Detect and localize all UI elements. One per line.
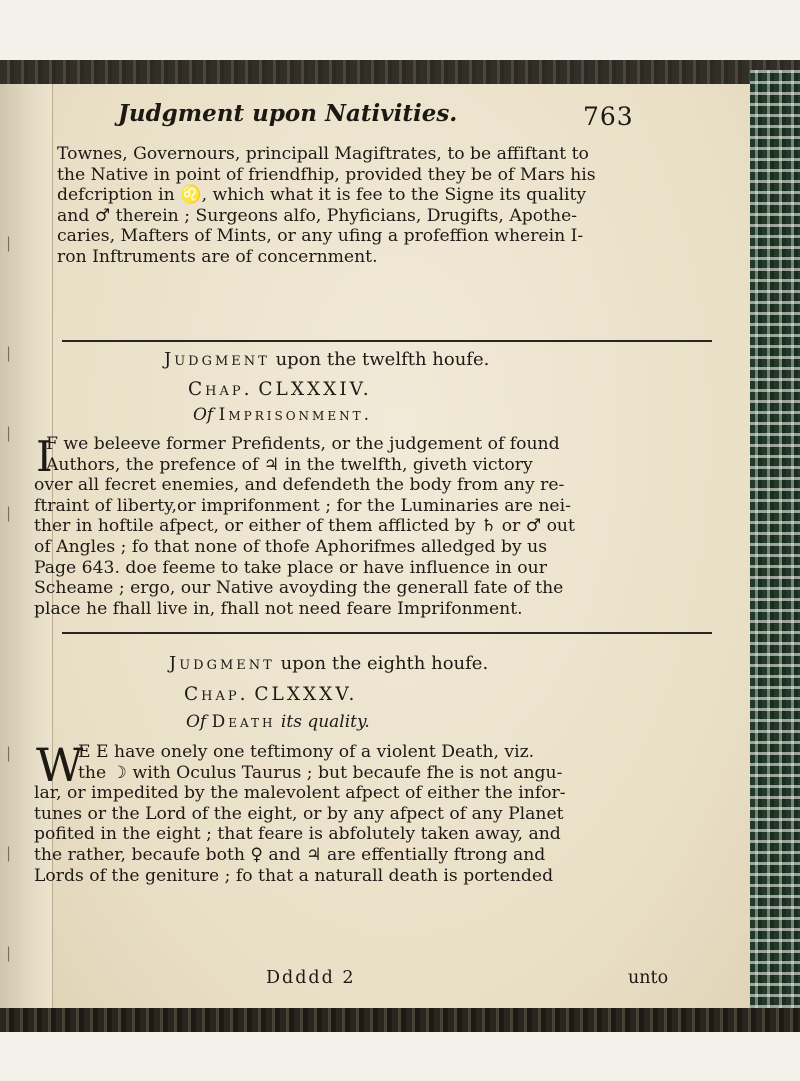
chapter-label: Chap. [188, 379, 253, 400]
signature-mark: Ddddd 2 [266, 968, 356, 988]
drop-cap: I [36, 432, 53, 481]
text-line: caries, Mafters of Mints, or any ufing a profeffion wherein I- [57, 226, 584, 247]
section-heading-twelfth-house [164, 349, 489, 370]
text-line: of Angles ; fo that none of thofe Aphorifmes alledged by us [34, 536, 548, 557]
chapter-label: Chap. [184, 684, 249, 705]
paragraph-imprisonment [34, 434, 734, 619]
text-line: Authors, the prefence of ♃ in the twelfth, giveth victory [46, 454, 533, 475]
text-line: Scheame ; ergo, our Native avoyding the generall fate of the [34, 578, 564, 599]
text-line: F we beleeve former Prefidents, or the judgement of found [46, 434, 560, 454]
page-number: 763 [583, 102, 634, 131]
top-decorative-band [0, 60, 800, 84]
text-line: Page 643. doe feeme to take place or have influence in our [34, 557, 547, 578]
text-line: the Native in point of friendfhip, provided they be of Mars his [57, 164, 596, 185]
heading-keyword: Judgment [169, 653, 275, 674]
title-text: Death [211, 712, 276, 732]
title-prefix: Of [186, 712, 207, 732]
paragraph-governours [57, 144, 737, 268]
bleed-mark: | [6, 504, 12, 522]
heading-rest: upon the eighth houfe. [280, 653, 489, 674]
drop-cap: W [36, 738, 84, 792]
catchword: unto [628, 968, 669, 988]
text-line: ron Inftruments are of concernment. [57, 246, 378, 267]
text-line: the rather, becaufe both ♀ and ♃ are effentially ftrong and [34, 844, 546, 865]
text-line: over all fecret enemies, and defendeth the body from any re- [34, 475, 565, 496]
text-line: defcription in ♌, which what it is fee to the Signe its quality [57, 185, 587, 206]
chapter-title [186, 712, 370, 732]
chapter-number: CLXXXIV. [258, 379, 372, 400]
scan-margin-bottom [0, 1032, 800, 1081]
text-line: pofited in the eight ; that feare is abfolutely taken away, and [34, 824, 561, 845]
chapter-title [193, 405, 372, 425]
bleed-mark: | [6, 744, 12, 762]
text-line: E E have onely one teftimony of a violent Death, viz. [78, 742, 535, 762]
text-line: and ♂ therein ; Surgeons alfo, Phyficians, Drugifts, Apothe- [57, 205, 578, 226]
running-title: Judgment upon Nativities. [118, 100, 458, 127]
scan-margin-top [0, 0, 800, 60]
title-prefix: Of [193, 405, 214, 425]
text-line: lar, or impedited by the malevolent afpect of either the infor- [34, 783, 566, 804]
heading-keyword: Judgment [164, 349, 270, 370]
title-suffix: its quality. [280, 712, 370, 732]
bottom-decorative-band [0, 1008, 800, 1032]
page-header [118, 96, 718, 142]
section-heading-eighth-house [169, 653, 488, 674]
text-line: place he fhall live in, fhall not need feare Imprifonment. [34, 598, 523, 619]
text-line: Lords of the geniture ; fo that a naturall death is portended [34, 865, 554, 886]
text-line: tunes or the Lord of the eight, or by any afpect of any Planet [34, 803, 564, 824]
text-line: Townes, Governours, principall Magiftrates, to be affiftant to [57, 144, 589, 164]
text-line: the ☽ with Oculus Taurus ; but becaufe fhe is not angu- [78, 762, 563, 783]
bleed-mark: | [6, 234, 12, 252]
bleed-mark: | [6, 844, 12, 862]
bleed-mark: | [6, 944, 12, 962]
bleed-mark: | [6, 424, 12, 442]
section-divider [62, 632, 712, 634]
text-line: ftraint of liberty,or imprifonment ; for the Luminaries are nei- [34, 495, 571, 516]
chapter-number: CLXXXV. [254, 684, 358, 705]
text-line: ther in hoftile afpect, or either of them afflicted by ♄ or ♂ out [34, 516, 575, 537]
title-text: Imprisonment. [218, 405, 373, 425]
chapter-heading [188, 379, 372, 400]
right-decorative-border [750, 70, 800, 1030]
paragraph-death [34, 738, 734, 886]
chapter-heading [184, 684, 357, 705]
heading-rest: upon the twelfth houfe. [275, 349, 490, 370]
section-divider [62, 340, 712, 342]
bleed-mark: | [6, 344, 12, 362]
